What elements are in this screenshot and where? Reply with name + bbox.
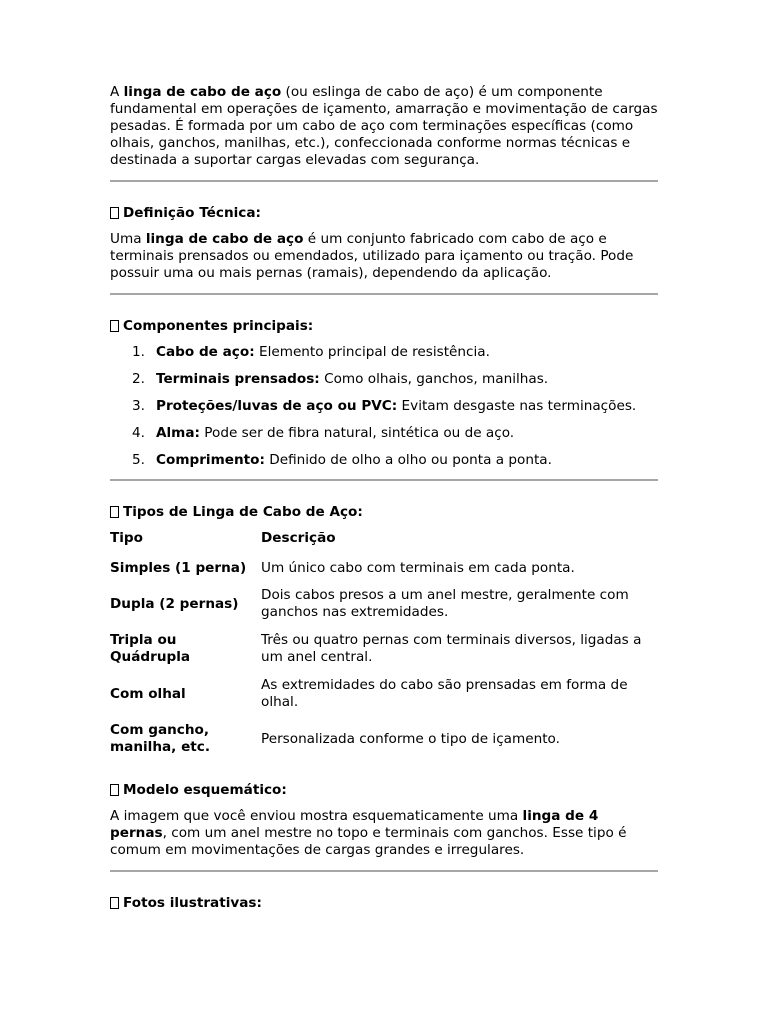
section-heading-tipos: Tipos de Linga de Cabo de Aço: xyxy=(110,504,658,521)
section-divider xyxy=(110,870,658,872)
emoji-placeholder-icon xyxy=(110,320,119,332)
list-item: 4. Alma: Pode ser de fibra natural, sintética ou de aço. xyxy=(132,425,515,441)
table-row xyxy=(110,558,658,582)
section-divider xyxy=(110,180,658,182)
section-divider xyxy=(110,479,658,481)
list-item: 2. Terminais prensados: Como olhais, ganchos, manilhas. xyxy=(132,371,549,387)
table-cell-tipo: Simples (1 perna) xyxy=(110,559,247,576)
table-header-row xyxy=(110,530,658,558)
definicao-bold-term: linga de cabo de aço xyxy=(145,231,304,247)
table-cell-descricao: Personalizada conforme o tipo de içamento. xyxy=(261,730,560,747)
emoji-placeholder-icon xyxy=(110,506,119,518)
table-cell-tipo: Dupla (2 pernas) xyxy=(110,595,239,612)
section-heading-definicao: Definição Técnica: xyxy=(110,205,658,222)
modelo-bold-term: linga de 4 pernas xyxy=(110,808,599,841)
table-cell-tipo: Tripla ou Quádrupla xyxy=(110,632,191,665)
intro-bold-term: linga de cabo de aço xyxy=(123,84,282,100)
intro-paragraph: A linga de cabo de aço (ou eslinga de cabo de aço) é um componente fundamental em operações de içamento, amarração e movimentação de cargas pesadas. É formada por um cabo de aço com terminações específicas (como olhais, ganchos, manilhas, etc.), confeccionada conforme normas técnicas e destinada a suportar cargas elevadas com segurança. xyxy=(110,84,658,168)
emoji-placeholder-icon xyxy=(110,784,119,796)
emoji-placeholder-icon xyxy=(110,897,119,909)
table-cell-descricao: Três ou quatro pernas com terminais diversos, ligadas a um anel central. xyxy=(261,632,642,665)
section-heading-modelo: Modelo esquemático: xyxy=(110,782,658,799)
table-cell-descricao: As extremidades do cabo são prensadas em forma de olhal. xyxy=(261,677,628,710)
list-item: 5. Comprimento: Definido de olho a olho ou ponta a ponta. xyxy=(132,452,552,468)
tipos-table xyxy=(110,530,658,762)
table-cell-descricao: Um único cabo com terminais em cada ponta. xyxy=(261,559,575,576)
table-cell-descricao: Dois cabos presos a um anel mestre, geralmente com ganchos nas extremidades. xyxy=(261,587,629,620)
section-heading-fotos: Fotos ilustrativas: xyxy=(110,895,658,912)
list-item: 3. Proteções/luvas de aço ou PVC: Evitam desgaste nas terminações. xyxy=(132,398,637,414)
table-row xyxy=(110,672,658,717)
table-row xyxy=(110,717,658,762)
table-cell-tipo: Com olhal xyxy=(110,685,186,702)
table-cell-tipo: Com gancho, manilha, etc. xyxy=(110,722,211,755)
componentes-list xyxy=(110,344,658,469)
table-row xyxy=(110,582,658,627)
document-page xyxy=(110,84,658,921)
modelo-paragraph: A imagem que você enviou mostra esquematicamente uma linga de 4 pernas, com um anel mestre no topo e terminais com ganchos. Esse tipo é comum em movimentações de cargas grandes e irregulares. xyxy=(110,808,627,858)
section-divider xyxy=(110,293,658,295)
table-header-descricao: Descrição xyxy=(261,530,336,546)
list-item: 1. Cabo de aço: Elemento principal de resistência. xyxy=(132,344,490,360)
definicao-paragraph: Uma linga de cabo de aço é um conjunto fabricado com cabo de aço e terminais prensados ou emendados, utilizado para içamento ou tração. Pode possuir uma ou mais pernas (ramais), dependendo da aplicação. xyxy=(110,231,634,281)
table-row xyxy=(110,627,658,672)
emoji-placeholder-icon xyxy=(110,207,119,219)
table-header-tipo: Tipo xyxy=(110,530,144,546)
section-heading-componentes: Componentes principais: xyxy=(110,318,658,335)
